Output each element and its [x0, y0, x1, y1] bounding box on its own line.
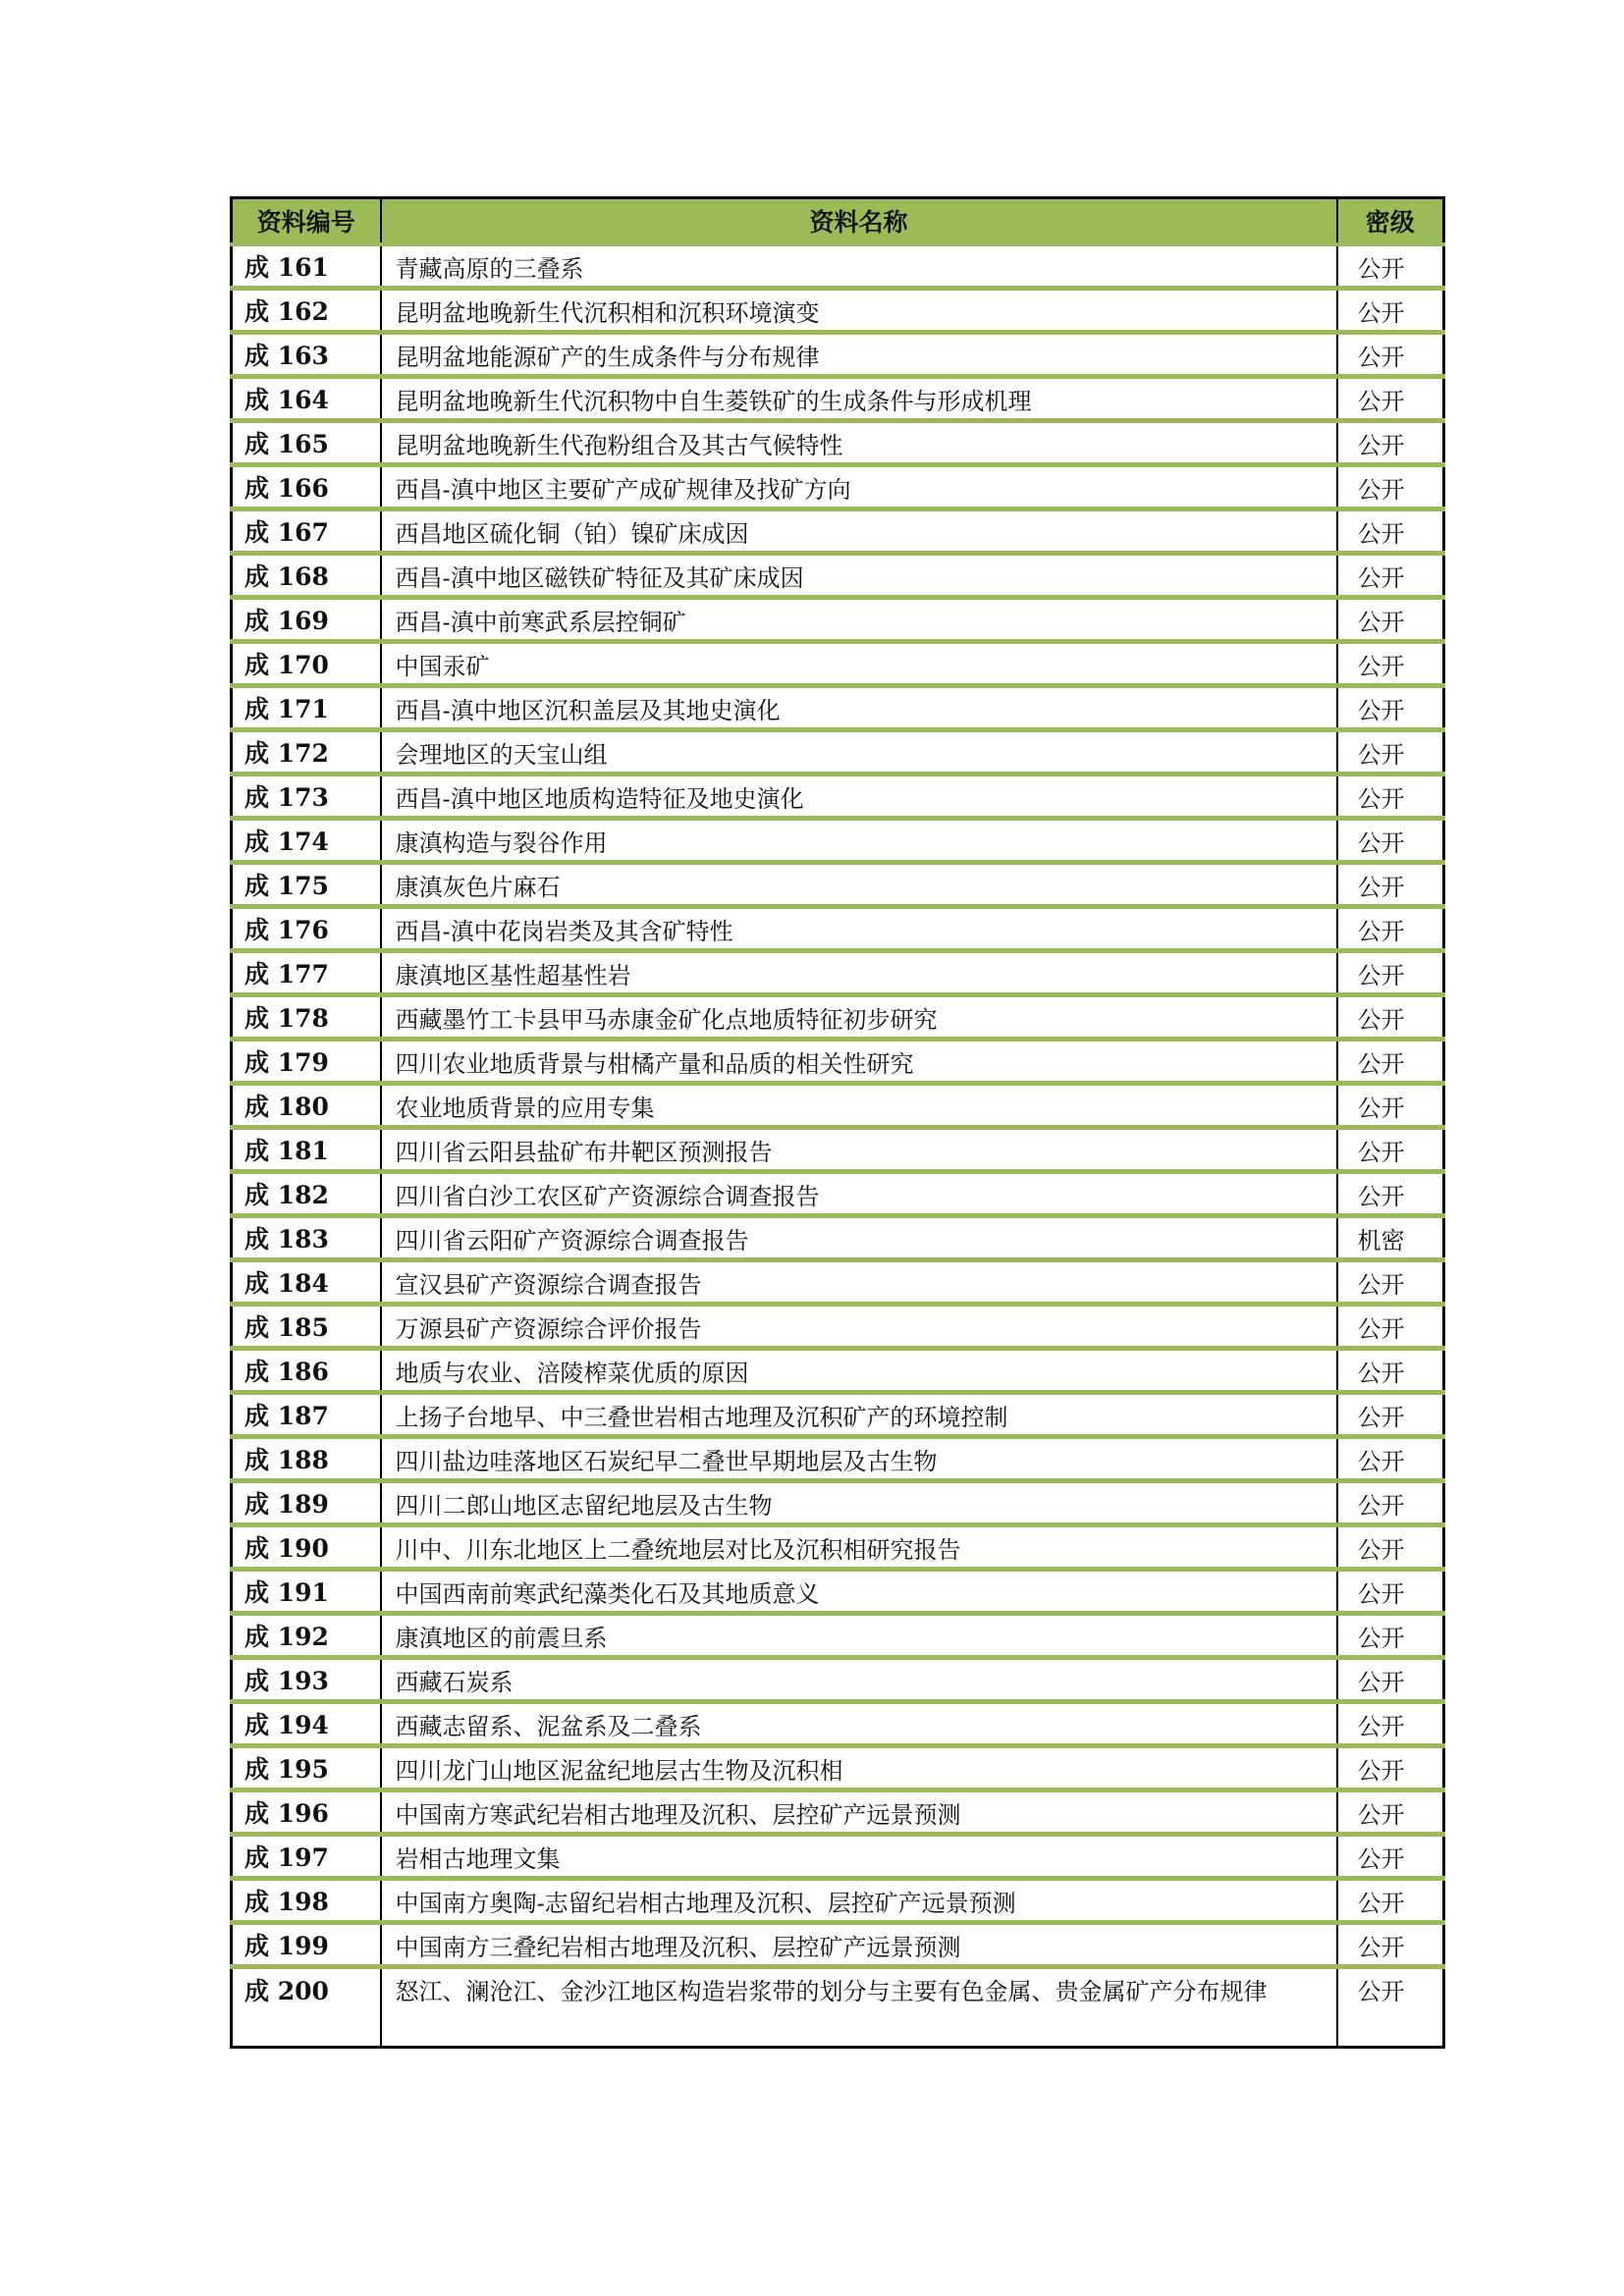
table-row: [232, 774, 1444, 819]
table-row: [232, 642, 1444, 686]
row-name: 西昌-滇中地区磁铁矿特征及其矿床成因: [381, 554, 1337, 598]
table-row: [232, 907, 1444, 951]
row-name: 岩相古地理文集: [381, 1835, 1337, 1879]
table-row: [232, 1305, 1444, 1349]
row-id: 成 193: [232, 1658, 381, 1702]
row-name: 西昌-滇中前寒武系层控铜矿: [381, 598, 1337, 642]
row-id: 成 163: [232, 333, 381, 377]
row-level: 公开: [1337, 1835, 1444, 1879]
row-level: 公开: [1337, 465, 1444, 509]
row-id: 成 179: [232, 1040, 381, 1084]
row-id: 成 171: [232, 686, 381, 730]
row-name: 中国南方奥陶-志留纪岩相古地理及沉积、层控矿产远景预测: [381, 1879, 1337, 1923]
row-level: 公开: [1337, 1790, 1444, 1835]
row-name: 农业地质背景的应用专集: [381, 1084, 1337, 1128]
row-level: 公开: [1337, 1702, 1444, 1746]
row-level: 公开: [1337, 863, 1444, 907]
row-level: 公开: [1337, 1658, 1444, 1702]
row-id: 成 184: [232, 1260, 381, 1305]
row-level: 公开: [1337, 1084, 1444, 1128]
row-name: 昆明盆地能源矿产的生成条件与分布规律: [381, 333, 1337, 377]
row-id: 成 185: [232, 1305, 381, 1349]
row-name: 四川省云阳县盐矿布井靶区预测报告: [381, 1128, 1337, 1172]
row-id: 成 161: [232, 244, 381, 289]
table-row: [232, 1481, 1444, 1525]
row-level: 公开: [1337, 686, 1444, 730]
row-level: 公开: [1337, 1570, 1444, 1614]
row-name: 中国南方三叠纪岩相古地理及沉积、层控矿产远景预测: [381, 1923, 1337, 1967]
row-name: 昆明盆地晚新生代沉积物中自生菱铁矿的生成条件与形成机理: [381, 377, 1337, 421]
table-row: [232, 1570, 1444, 1614]
row-id: 成 188: [232, 1437, 381, 1481]
row-name: 康滇地区基性超基性岩: [381, 951, 1337, 995]
row-id: 成 166: [232, 465, 381, 509]
row-level: 公开: [1337, 1614, 1444, 1658]
header-name: 资料名称: [381, 198, 1337, 245]
row-id: 成 170: [232, 642, 381, 686]
table-row: [232, 1614, 1444, 1658]
row-level: 公开: [1337, 995, 1444, 1040]
table-row: [232, 244, 1444, 289]
table-row: [232, 1702, 1444, 1746]
table-row: [232, 554, 1444, 598]
row-name: 四川省云阳矿产资源综合调查报告: [381, 1216, 1337, 1260]
row-name: 昆明盆地晚新生代沉积相和沉积环境演变: [381, 289, 1337, 333]
row-level: 公开: [1337, 1481, 1444, 1525]
row-id: 成 175: [232, 863, 381, 907]
table-row: [232, 1923, 1444, 1967]
table-row: [232, 1216, 1444, 1260]
row-name: 中国西南前寒武纪藻类化石及其地质意义: [381, 1570, 1337, 1614]
row-id: 成 167: [232, 509, 381, 554]
catalog-table: [230, 196, 1445, 2049]
row-id: 成 176: [232, 907, 381, 951]
row-level: 公开: [1337, 1923, 1444, 1967]
row-id: 成 199: [232, 1923, 381, 1967]
table-row: [232, 1393, 1444, 1437]
table-row: [232, 1260, 1444, 1305]
row-level: 公开: [1337, 1260, 1444, 1305]
row-id: 成 162: [232, 289, 381, 333]
row-level: 公开: [1337, 774, 1444, 819]
table-row: [232, 1835, 1444, 1879]
row-name: 西藏墨竹工卡县甲马赤康金矿化点地质特征初步研究: [381, 995, 1337, 1040]
row-id: 成 174: [232, 819, 381, 863]
row-level: 公开: [1337, 554, 1444, 598]
row-level: 公开: [1337, 1437, 1444, 1481]
row-name: 四川省白沙工农区矿产资源综合调查报告: [381, 1172, 1337, 1216]
row-name: 宣汉县矿产资源综合调查报告: [381, 1260, 1337, 1305]
row-level: 公开: [1337, 1172, 1444, 1216]
row-id: 成 198: [232, 1879, 381, 1923]
table-row: [232, 1128, 1444, 1172]
row-name: 青藏高原的三叠系: [381, 244, 1337, 289]
table-row: [232, 1525, 1444, 1570]
row-name: 中国汞矿: [381, 642, 1337, 686]
row-id: 成 168: [232, 554, 381, 598]
row-name: 四川二郎山地区志留纪地层及古生物: [381, 1481, 1337, 1525]
row-level: 公开: [1337, 730, 1444, 774]
row-name: 昆明盆地晚新生代孢粉组合及其古气候特性: [381, 421, 1337, 465]
row-id: 成 191: [232, 1570, 381, 1614]
table-row: [232, 1349, 1444, 1393]
row-level: 公开: [1337, 1040, 1444, 1084]
table-row: [232, 1172, 1444, 1216]
table-row: [232, 509, 1444, 554]
row-level: 公开: [1337, 907, 1444, 951]
row-level: 公开: [1337, 421, 1444, 465]
row-level: 公开: [1337, 1967, 1444, 2048]
row-level: 公开: [1337, 244, 1444, 289]
row-level: 公开: [1337, 819, 1444, 863]
row-name: 万源县矿产资源综合评价报告: [381, 1305, 1337, 1349]
row-name: 怒江、澜沧江、金沙江地区构造岩浆带的划分与主要有色金属、贵金属矿产分布规律: [381, 1967, 1337, 2048]
table-row: [232, 686, 1444, 730]
row-name: 川中、川东北地区上二叠统地层对比及沉积相研究报告: [381, 1525, 1337, 1570]
row-level: 公开: [1337, 1128, 1444, 1172]
row-level: 公开: [1337, 1349, 1444, 1393]
row-id: 成 194: [232, 1702, 381, 1746]
table-row: [232, 863, 1444, 907]
table-row: [232, 1084, 1444, 1128]
row-name: 西昌-滇中地区沉积盖层及其地史演化: [381, 686, 1337, 730]
table-row: [232, 333, 1444, 377]
row-name: 四川盐边哇落地区石炭纪早二叠世早期地层及古生物: [381, 1437, 1337, 1481]
row-name: 西藏志留系、泥盆系及二叠系: [381, 1702, 1337, 1746]
row-id: 成 186: [232, 1349, 381, 1393]
row-level: 公开: [1337, 1305, 1444, 1349]
table-row: [232, 819, 1444, 863]
header-level: 密级: [1337, 198, 1444, 245]
row-level: 公开: [1337, 598, 1444, 642]
row-id: 成 172: [232, 730, 381, 774]
table-row: [232, 1437, 1444, 1481]
row-level: 公开: [1337, 289, 1444, 333]
row-id: 成 196: [232, 1790, 381, 1835]
row-level: 公开: [1337, 333, 1444, 377]
row-id: 成 164: [232, 377, 381, 421]
row-id: 成 181: [232, 1128, 381, 1172]
table-row: [232, 951, 1444, 995]
row-name: 西昌-滇中地区主要矿产成矿规律及找矿方向: [381, 465, 1337, 509]
row-id: 成 165: [232, 421, 381, 465]
row-id: 成 197: [232, 1835, 381, 1879]
row-level: 公开: [1337, 1879, 1444, 1923]
table-row: [232, 465, 1444, 509]
table-row: [232, 377, 1444, 421]
row-level: 公开: [1337, 1393, 1444, 1437]
table-row: [232, 1790, 1444, 1835]
row-name: 地质与农业、涪陵榨菜优质的原因: [381, 1349, 1337, 1393]
row-name: 西昌-滇中花岗岩类及其含矿特性: [381, 907, 1337, 951]
table-row: [232, 995, 1444, 1040]
table-row: [232, 289, 1444, 333]
row-level: 机密: [1337, 1216, 1444, 1260]
table-row: [232, 1658, 1444, 1702]
header-id: 资料编号: [232, 198, 381, 245]
row-id: 成 200: [232, 1967, 381, 2048]
row-id: 成 190: [232, 1525, 381, 1570]
row-name: 西昌-滇中地区地质构造特征及地史演化: [381, 774, 1337, 819]
row-level: 公开: [1337, 951, 1444, 995]
row-level: 公开: [1337, 1746, 1444, 1790]
row-id: 成 177: [232, 951, 381, 995]
row-name: 会理地区的天宝山组: [381, 730, 1337, 774]
table-row: [232, 1746, 1444, 1790]
row-name: 四川龙门山地区泥盆纪地层古生物及沉积相: [381, 1746, 1337, 1790]
row-id: 成 182: [232, 1172, 381, 1216]
table-header-row: [232, 198, 1444, 245]
row-id: 成 173: [232, 774, 381, 819]
row-id: 成 183: [232, 1216, 381, 1260]
row-name: 中国南方寒武纪岩相古地理及沉积、层控矿产远景预测: [381, 1790, 1337, 1835]
table-row: [232, 421, 1444, 465]
table-row: [232, 1967, 1444, 2048]
row-name: 西藏石炭系: [381, 1658, 1337, 1702]
row-level: 公开: [1337, 1525, 1444, 1570]
row-name: 西昌地区硫化铜（铂）镍矿床成因: [381, 509, 1337, 554]
table-row: [232, 1879, 1444, 1923]
row-name: 上扬子台地早、中三叠世岩相古地理及沉积矿产的环境控制: [381, 1393, 1337, 1437]
row-level: 公开: [1337, 642, 1444, 686]
row-id: 成 192: [232, 1614, 381, 1658]
row-name: 四川农业地质背景与柑橘产量和品质的相关性研究: [381, 1040, 1337, 1084]
row-id: 成 195: [232, 1746, 381, 1790]
row-name: 康滇地区的前震旦系: [381, 1614, 1337, 1658]
row-id: 成 180: [232, 1084, 381, 1128]
row-name: 康滇灰色片麻石: [381, 863, 1337, 907]
row-level: 公开: [1337, 509, 1444, 554]
row-id: 成 189: [232, 1481, 381, 1525]
row-id: 成 187: [232, 1393, 381, 1437]
table-row: [232, 1040, 1444, 1084]
row-id: 成 169: [232, 598, 381, 642]
row-id: 成 178: [232, 995, 381, 1040]
table-row: [232, 730, 1444, 774]
row-level: 公开: [1337, 377, 1444, 421]
table-body: [232, 244, 1444, 2048]
row-name: 康滇构造与裂谷作用: [381, 819, 1337, 863]
table-row: [232, 598, 1444, 642]
